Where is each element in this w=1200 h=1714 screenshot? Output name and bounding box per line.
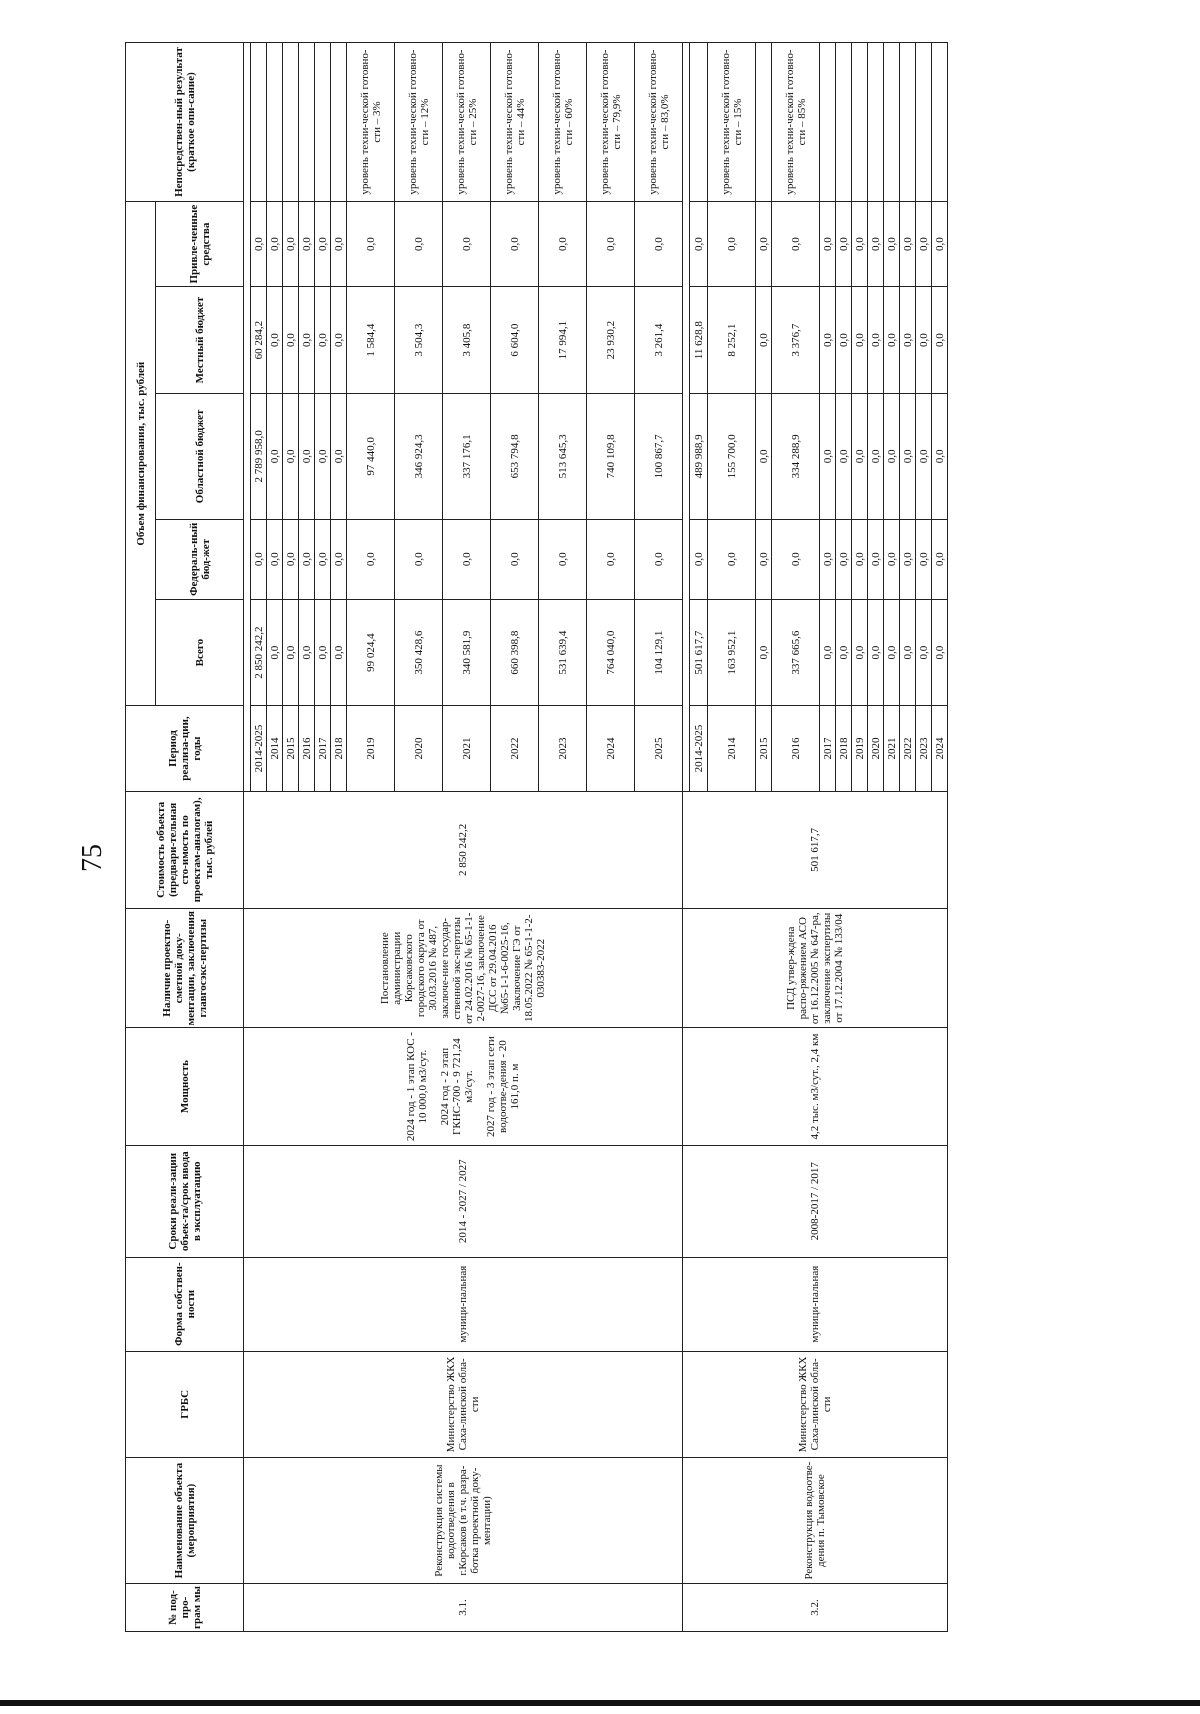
cell-federal: 0,0 (884, 519, 900, 599)
cell-total: 0,0 (267, 599, 283, 706)
header-name: Наименование объекта (мероприятия) (126, 1458, 244, 1584)
header-cost: Стоимость объекта (предвари-тельная сто-имость по проектам-аналогам), тыс. рублей (126, 791, 244, 908)
object-num: 3.1. (244, 1584, 683, 1632)
cell-regional: 155 700,0 (708, 393, 756, 519)
header-period: Период реализа-ции, годы (126, 706, 244, 791)
cell-regional: 346 924,3 (395, 393, 443, 519)
cell-attracted: 0,0 (820, 202, 836, 287)
cell-federal: 0,0 (331, 519, 347, 599)
cell-local: 11 628,8 (690, 287, 708, 394)
cell-total: 2 850 242,2 (251, 599, 267, 706)
cell-regional: 0,0 (868, 393, 884, 519)
cell-period: 2020 (395, 706, 443, 791)
object-name: Реконструкция водоотве-дения п. Тымовское (683, 1458, 948, 1584)
cell-period: 2021 (884, 706, 900, 791)
cell-local: 0,0 (852, 287, 868, 394)
cell-local: 60 284,2 (251, 287, 267, 394)
object-docs: Постановление администрации Корсаковского городского округа от 30.03.2016 № 487, заключе-ние государ-ственной экс-пертизы от 24.02.2016 № 65-1-1-2-0027-16, заключение ДСС от 29.04.2016 №65-1-1-6-0025-16, Заключение ГЭ от 18.05.2022 № 65-1-1-2-030383-2022 (244, 909, 683, 1028)
cell-attracted: 0,0 (283, 202, 299, 287)
cell-period: 2014-2025 (251, 706, 267, 791)
cell-attracted: 0,0 (587, 202, 635, 287)
cell-local: 0,0 (868, 287, 884, 394)
cell-regional: 513 645,3 (539, 393, 587, 519)
cell-attracted: 0,0 (635, 202, 683, 287)
cell-regional: 100 867,7 (635, 393, 683, 519)
object-terms: 2008-2017 / 2017 (683, 1145, 948, 1257)
cell-result (756, 43, 772, 202)
object-capacity (244, 1028, 683, 1145)
cell-total: 531 639,4 (539, 599, 587, 706)
cell-result: уровень техни-ческой готовно-сти – 44% (491, 43, 539, 202)
cell-federal: 0,0 (916, 519, 932, 599)
cell-result (251, 43, 267, 202)
cell-local: 23 930,2 (587, 287, 635, 394)
cell-federal: 0,0 (868, 519, 884, 599)
cell-regional: 489 988,9 (690, 393, 708, 519)
cell-total: 104 129,1 (635, 599, 683, 706)
header-result: Непосредствен-ный результат (краткое опи-сание) (126, 43, 244, 202)
cell-period: 2023 (916, 706, 932, 791)
cell-local: 0,0 (299, 287, 315, 394)
cell-period: 2020 (868, 706, 884, 791)
cell-federal: 0,0 (347, 519, 395, 599)
cell-period: 2016 (299, 706, 315, 791)
header-grbs: ГРБС (126, 1351, 244, 1458)
cell-period: 2014 (708, 706, 756, 791)
cell-period: 2021 (443, 706, 491, 791)
cell-total: 0,0 (884, 599, 900, 706)
cell-local: 17 994,1 (539, 287, 587, 394)
cell-period: 2018 (331, 706, 347, 791)
cell-attracted: 0,0 (315, 202, 331, 287)
cell-federal: 0,0 (251, 519, 267, 599)
cell-local: 0,0 (820, 287, 836, 394)
cell-regional: 0,0 (916, 393, 932, 519)
cell-result: уровень техни-ческой готовно-сти – 60% (539, 43, 587, 202)
cell-attracted: 0,0 (395, 202, 443, 287)
cell-total: 350 428,6 (395, 599, 443, 706)
cell-total: 0,0 (852, 599, 868, 706)
cell-result: уровень техни-ческой готовно-сти – 79,9% (587, 43, 635, 202)
cell-local: 0,0 (756, 287, 772, 394)
cell-attracted: 0,0 (708, 202, 756, 287)
cell-regional: 0,0 (283, 393, 299, 519)
cell-federal: 0,0 (635, 519, 683, 599)
cell-attracted: 0,0 (267, 202, 283, 287)
cell-result: уровень техни-ческой готовно-сти – 85% (772, 43, 820, 202)
cell-period: 2024 (587, 706, 635, 791)
cell-regional: 653 794,8 (491, 393, 539, 519)
cell-federal: 0,0 (539, 519, 587, 599)
cell-result: уровень техни-ческой готовно-сти – 25% (443, 43, 491, 202)
header-total: Всего (156, 599, 244, 706)
cell-attracted: 0,0 (347, 202, 395, 287)
cell-attracted: 0,0 (852, 202, 868, 287)
cell-total: 0,0 (916, 599, 932, 706)
cell-period: 2018 (836, 706, 852, 791)
object-cost: 2 850 242,2 (244, 791, 683, 908)
cell-regional: 334 288,9 (772, 393, 820, 519)
cell-local: 0,0 (331, 287, 347, 394)
scan-edge-bar (0, 1700, 1200, 1706)
object-grbs: Министерство ЖКХ Саха-линской обла-сти (683, 1351, 948, 1458)
cell-federal: 0,0 (836, 519, 852, 599)
cell-result (884, 43, 900, 202)
object-capacity: 4,2 тыс. м3/сут., 2,4 км (683, 1028, 948, 1145)
cell-period: 2016 (772, 706, 820, 791)
cell-total: 0,0 (900, 599, 916, 706)
cell-regional: 2 789 958,0 (251, 393, 267, 519)
cell-local: 0,0 (884, 287, 900, 394)
cell-local: 0,0 (900, 287, 916, 394)
cell-federal: 0,0 (315, 519, 331, 599)
cell-total: 0,0 (299, 599, 315, 706)
cell-federal: 0,0 (932, 519, 948, 599)
cell-result (331, 43, 347, 202)
cell-federal: 0,0 (443, 519, 491, 599)
cell-period: 2015 (756, 706, 772, 791)
header-num: № под-про-грам мы (126, 1584, 244, 1632)
header-terms: Сроки реали-зации объек-та/срок ввода в эксплуатацию (126, 1145, 244, 1257)
capacity-line: 2027 год - 3 этап сети водоотве-дения - 20 161,0 п. м (485, 1036, 521, 1137)
cell-total: 163 952,1 (708, 599, 756, 706)
cell-regional: 337 176,1 (443, 393, 491, 519)
cell-result (932, 43, 948, 202)
cell-regional: 0,0 (884, 393, 900, 519)
cell-federal: 0,0 (395, 519, 443, 599)
object-terms: 2014 - 2027 / 2027 (244, 1145, 683, 1257)
cell-attracted: 0,0 (331, 202, 347, 287)
cell-result (299, 43, 315, 202)
cell-attracted: 0,0 (868, 202, 884, 287)
page-number: 75 (77, 844, 108, 872)
cell-local: 3 261,4 (635, 287, 683, 394)
cell-total: 0,0 (868, 599, 884, 706)
cell-federal: 0,0 (820, 519, 836, 599)
cell-result (900, 43, 916, 202)
header-local: Местный бюджет (156, 287, 244, 394)
cell-federal: 0,0 (756, 519, 772, 599)
financing-table (125, 42, 948, 1632)
cell-regional: 0,0 (267, 393, 283, 519)
cell-federal: 0,0 (900, 519, 916, 599)
cell-federal: 0,0 (690, 519, 708, 599)
object-docs: ПСД утвер-ждена распо-ряжением АСО от 16.12.2005 № 647-ра, заключение экспертизы от 17.12.2004 № 133/04 (683, 909, 948, 1028)
header-ownership: Форма собствен-ности (126, 1257, 244, 1351)
cell-attracted: 0,0 (690, 202, 708, 287)
cell-attracted: 0,0 (251, 202, 267, 287)
cell-period: 2023 (539, 706, 587, 791)
cell-local: 0,0 (836, 287, 852, 394)
cell-local: 3 504,3 (395, 287, 443, 394)
cell-federal: 0,0 (491, 519, 539, 599)
cell-total: 0,0 (315, 599, 331, 706)
header-attracted: Привле-ченные средства (156, 202, 244, 287)
cell-total: 0,0 (283, 599, 299, 706)
cell-local: 8 252,1 (708, 287, 756, 394)
object-num: 3.2. (683, 1584, 948, 1632)
cell-period: 2015 (283, 706, 299, 791)
header-federal: Федераль-ный бюд-жет (156, 519, 244, 599)
cell-result: уровень техни-ческой готовно-сти – 12% (395, 43, 443, 202)
cell-total: 0,0 (756, 599, 772, 706)
cell-local: 6 604,0 (491, 287, 539, 394)
cell-attracted: 0,0 (491, 202, 539, 287)
cell-total: 0,0 (820, 599, 836, 706)
header-capacity: Мощность (126, 1028, 244, 1145)
cell-period: 2025 (635, 706, 683, 791)
capacity-line: 2024 год - 2 этап ГКНС-700 - 9 721,24 м3/сут. (439, 1038, 475, 1135)
cell-total: 337 665,6 (772, 599, 820, 706)
cell-period: 2017 (820, 706, 836, 791)
object-cost: 501 617,7 (683, 791, 948, 908)
cell-regional: 0,0 (756, 393, 772, 519)
header-regional: Областной бюджет (156, 393, 244, 519)
cell-regional: 0,0 (299, 393, 315, 519)
cell-local: 3 376,7 (772, 287, 820, 394)
cell-period: 2022 (491, 706, 539, 791)
cell-attracted: 0,0 (772, 202, 820, 287)
cell-result (836, 43, 852, 202)
cell-result: уровень техни-ческой готовно-сти – 3% (347, 43, 395, 202)
cell-federal: 0,0 (299, 519, 315, 599)
cell-federal: 0,0 (708, 519, 756, 599)
object-ownership: муници-пальная (683, 1257, 948, 1351)
cell-regional: 97 440,0 (347, 393, 395, 519)
cell-regional: 0,0 (932, 393, 948, 519)
cell-attracted: 0,0 (539, 202, 587, 287)
cell-attracted: 0,0 (443, 202, 491, 287)
cell-federal: 0,0 (587, 519, 635, 599)
cell-local: 1 584,4 (347, 287, 395, 394)
cell-total: 501 617,7 (690, 599, 708, 706)
cell-result (916, 43, 932, 202)
cell-regional: 0,0 (836, 393, 852, 519)
cell-result (690, 43, 708, 202)
cell-attracted: 0,0 (900, 202, 916, 287)
cell-result: уровень техни-ческой готовно-сти – 83,0% (635, 43, 683, 202)
cell-regional: 740 109,8 (587, 393, 635, 519)
cell-total: 340 581,9 (443, 599, 491, 706)
cell-federal: 0,0 (267, 519, 283, 599)
cell-regional: 0,0 (820, 393, 836, 519)
object-grbs: Министерство ЖКХ Саха-линской обла-сти (244, 1351, 683, 1458)
cell-period: 2017 (315, 706, 331, 791)
cell-result (283, 43, 299, 202)
cell-total: 0,0 (836, 599, 852, 706)
cell-result: уровень техни-ческой готовно-сти – 15% (708, 43, 756, 202)
cell-regional: 0,0 (900, 393, 916, 519)
cell-period: 2024 (932, 706, 948, 791)
header-finance: Объем финансирования, тыс. рублей (126, 202, 156, 706)
cell-attracted: 0,0 (884, 202, 900, 287)
cell-total: 0,0 (932, 599, 948, 706)
cell-federal: 0,0 (283, 519, 299, 599)
cell-local: 0,0 (315, 287, 331, 394)
cell-result (315, 43, 331, 202)
cell-attracted: 0,0 (932, 202, 948, 287)
object-name: Реконструкция системы водоотведения в г.Корсаков (в т.ч. разра-ботка проектной доку-ментации) (244, 1458, 683, 1584)
cell-period: 2022 (900, 706, 916, 791)
cell-total: 0,0 (331, 599, 347, 706)
object-ownership: муници-пальная (244, 1257, 683, 1351)
cell-local: 0,0 (932, 287, 948, 394)
cell-regional: 0,0 (852, 393, 868, 519)
cell-attracted: 0,0 (836, 202, 852, 287)
cell-result (852, 43, 868, 202)
cell-period: 2019 (347, 706, 395, 791)
cell-local: 3 405,8 (443, 287, 491, 394)
cell-period: 2014 (267, 706, 283, 791)
cell-federal: 0,0 (772, 519, 820, 599)
cell-local: 0,0 (267, 287, 283, 394)
cell-federal: 0,0 (852, 519, 868, 599)
cell-attracted: 0,0 (756, 202, 772, 287)
cell-result (820, 43, 836, 202)
cell-local: 0,0 (916, 287, 932, 394)
cell-period: 2019 (852, 706, 868, 791)
cell-attracted: 0,0 (299, 202, 315, 287)
cell-regional: 0,0 (315, 393, 331, 519)
cell-total: 99 024,4 (347, 599, 395, 706)
header-docs: Наличие проектно-сметной доку-ментации, заключения главгосэкс-пертизы (126, 909, 244, 1028)
cell-attracted: 0,0 (916, 202, 932, 287)
cell-total: 660 398,8 (491, 599, 539, 706)
capacity-line: 2024 год - 1 этап КОС - 10 000,0 м3/сут. (405, 1032, 429, 1142)
cell-result (868, 43, 884, 202)
cell-regional: 0,0 (331, 393, 347, 519)
cell-period: 2014-2025 (690, 706, 708, 791)
cell-total: 764 040,0 (587, 599, 635, 706)
cell-result (267, 43, 283, 202)
cell-local: 0,0 (283, 287, 299, 394)
rotated-table-container (125, 42, 1062, 1632)
